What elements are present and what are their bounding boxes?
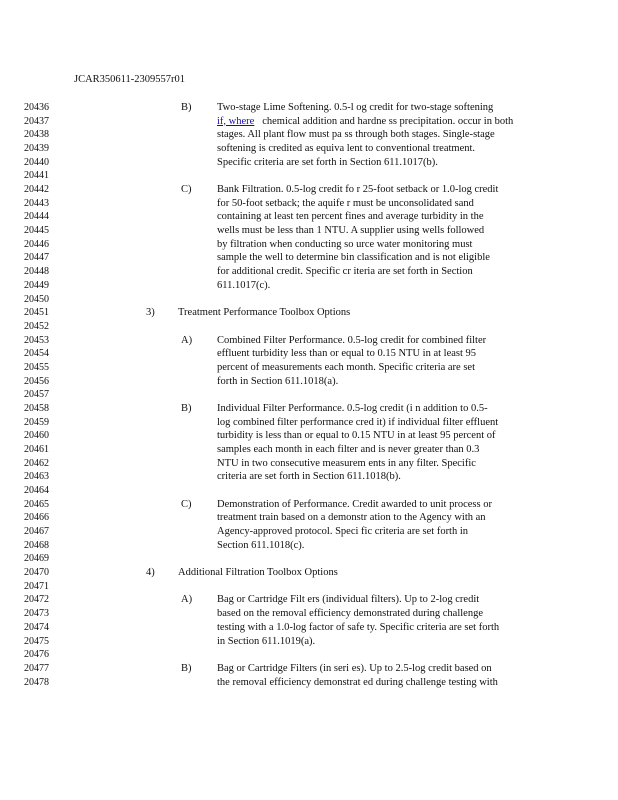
line-number: 20470: [24, 567, 49, 579]
line-number: 20451: [24, 307, 49, 319]
text-line: forth in Section 611.1018(a).: [217, 375, 339, 387]
section-marker: 4): [146, 567, 155, 579]
item-marker: B): [181, 402, 192, 414]
item-marker: B): [181, 102, 192, 113]
line-number: 20454: [24, 348, 49, 360]
text-line: samples each month in each filter and is never greater than 0.3: [217, 444, 480, 455]
text-line: softening is credited as equiva lent to conventional treatment.: [217, 143, 476, 155]
text-line: criteria are set forth in Section 611.1018(b).: [217, 471, 401, 483]
document-header-id: JCAR350611-2309557r01: [74, 74, 186, 85]
text-line: turbidity is less than or equal to 0.15 NTU in at least 95 percent of: [217, 430, 496, 442]
line-number: 20445: [24, 225, 49, 237]
text-line: NTU in two consecutive measurem ents in any filter. Specific: [217, 457, 476, 469]
text-line: Two-stage Lime Softening. 0.5-l og credit for two-stage softening: [217, 102, 494, 113]
item-marker: A): [181, 594, 193, 606]
line-number: 20446: [24, 238, 49, 250]
text-line: testing with a 1.0-log factor of safe ty. Specific criteria are set forth: [217, 621, 500, 633]
inline-link[interactable]: if, where: [217, 115, 255, 127]
line-number: 20457: [24, 389, 49, 401]
text-line: log combined filter performance cred it) if individual filter effluent: [217, 416, 499, 428]
line-number: 20452: [24, 320, 49, 332]
line-number: 20437: [24, 115, 49, 127]
line-number: 20464: [24, 485, 49, 497]
item-marker: A): [181, 334, 193, 346]
line-number: 20469: [24, 553, 49, 565]
line-number: 20442: [24, 184, 49, 196]
text-line: percent of measurements each month. Specific criteria are set: [217, 361, 476, 373]
text-line: for additional credit. Specific cr iteria are set forth in Section: [217, 266, 473, 278]
section-title: Treatment Performance Toolbox Options: [178, 307, 351, 319]
line-number: 20468: [24, 539, 49, 551]
text-line: stages. All plant flow must pa ss through both stages. Single-stage: [217, 129, 495, 141]
text-line: containing at least ten percent fines and average turbidity in the: [217, 211, 484, 223]
line-number: 20471: [24, 580, 49, 592]
text-line: Specific criteria are set forth in Section 611.1017(b).: [217, 156, 438, 168]
line-number: 20444: [24, 211, 49, 223]
text-line: sample the well to determine bin classification and is not eligible: [217, 252, 490, 264]
line-number: 20450: [24, 293, 49, 305]
line-number: 20448: [24, 266, 49, 278]
text-line: treatment train based on a demonstr ation to the Agency with an: [217, 512, 486, 524]
line-number: 20439: [24, 143, 49, 155]
text-line: in Section 611.1019(a).: [217, 635, 316, 647]
text-line: Agency-approved protocol. Speci fic criteria are set forth in: [217, 526, 469, 538]
line-number: 20476: [24, 649, 49, 661]
line-number: 20443: [24, 197, 49, 209]
line-number: 20472: [24, 594, 49, 606]
section-title: Additional Filtration Toolbox Options: [178, 567, 338, 579]
text-line: wells must be less than 1 NTU. A supplier using wells followed: [217, 225, 485, 237]
text-line: Combined Filter Performance. 0.5-log credit for combined filter: [217, 334, 487, 346]
line-number: 20453: [24, 334, 49, 346]
text-line: Bag or Cartridge Filters (in seri es). Up to 2.5-log credit based on: [217, 662, 492, 674]
text-line: 611.1017(c).: [217, 279, 271, 291]
line-number: 20460: [24, 430, 49, 442]
text-span: chemical addition and hardne ss precipitation. occur in both: [262, 115, 514, 127]
line-number: 20462: [24, 457, 49, 469]
line-number: 20440: [24, 156, 49, 168]
text-line: based on the removal efficiency demonstrated during challenge: [217, 608, 483, 620]
line-number: 20458: [24, 402, 49, 414]
line-number: 20478: [24, 676, 49, 688]
text-line: Bank Filtration. 0.5-log credit fo r 25-foot setback or 1.0-log credit: [217, 184, 499, 196]
line-number: 20465: [24, 498, 49, 510]
text-line: Section 611.1018(c).: [217, 539, 305, 551]
line-number: 20459: [24, 416, 49, 428]
text-line: by filtration when conducting so urce water monitoring must: [217, 238, 473, 250]
line-number: 20463: [24, 471, 49, 483]
line-number: 20474: [24, 621, 49, 633]
line-number: 20455: [24, 361, 49, 373]
item-marker: C): [181, 498, 192, 510]
line-number: 20475: [24, 635, 49, 647]
text-line: effluent turbidity less than or equal to 0.15 NTU in at least 95: [217, 348, 477, 360]
text-line: Individual Filter Performance. 0.5-log credit (i n addition to 0.5-: [217, 402, 488, 414]
line-number: 20473: [24, 608, 49, 620]
line-number: 20461: [24, 444, 49, 455]
line-number: 20467: [24, 526, 49, 538]
line-number: 20441: [24, 170, 49, 182]
line-number: 20447: [24, 252, 49, 264]
text-line-with-link: [217, 115, 513, 129]
text-line: for 50-foot setback; the aquife r must be unconsolidated sand: [217, 197, 474, 209]
text-line: Demonstration of Performance. Credit awarded to unit process or: [217, 498, 492, 510]
item-marker: C): [181, 184, 192, 196]
line-number: 20438: [24, 129, 49, 141]
text-line: Bag or Cartridge Filt ers (individual filters). Up to 2-log credit: [217, 594, 480, 606]
line-number: 20449: [24, 279, 49, 291]
item-marker: B): [181, 662, 192, 674]
line-number: 20456: [24, 375, 49, 387]
line-number: 20466: [24, 512, 49, 524]
line-number: 20436: [24, 102, 49, 113]
line-number: 20477: [24, 662, 49, 674]
section-marker: 3): [146, 307, 155, 319]
text-line: the removal efficiency demonstrat ed during challenge testing with: [217, 676, 498, 688]
